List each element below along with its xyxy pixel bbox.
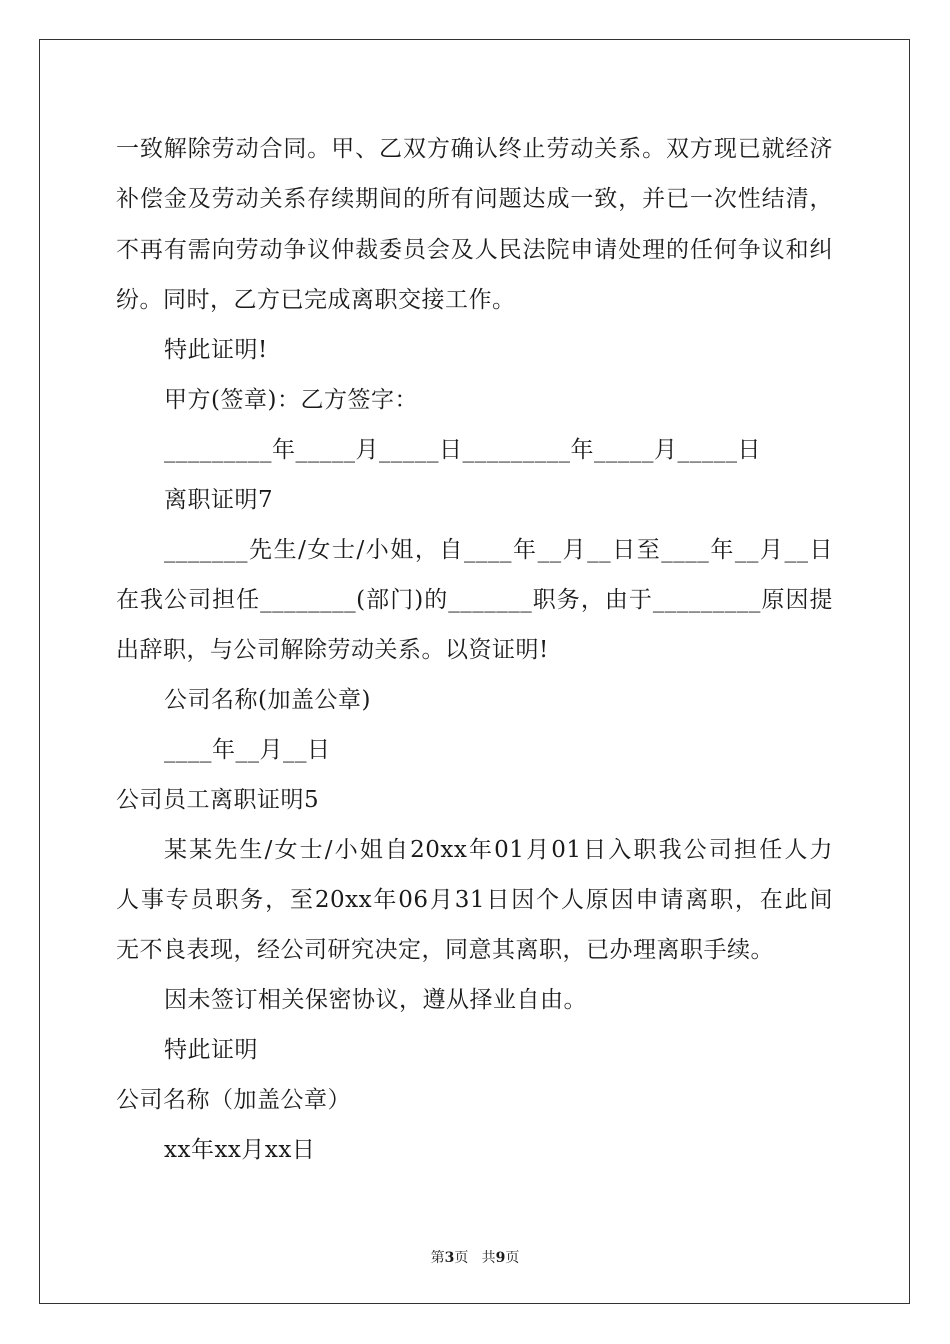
page-footer — [0, 1247, 950, 1267]
footer-total-pages: 9 — [495, 1250, 506, 1266]
body-line-3: 不再有需向劳动争议仲裁委员会及人民法院申请处理的任何争议和纠 — [116, 237, 833, 263]
company-name-line: 公司名称(加盖公章) — [164, 687, 371, 713]
certify-text: 特此证明! — [164, 337, 268, 363]
footer-prefix: 第 — [430, 1250, 445, 1266]
date-line: ____年__月__日 — [164, 737, 331, 763]
body-line-10: 在我公司担任________(部门)的_______职务，由于_________原因提 — [116, 587, 833, 613]
footer-page-number: 3 — [444, 1250, 455, 1266]
body-line-18: 因未签订相关保密协议，遵从择业自由。 — [164, 987, 587, 1013]
date-line-2: xx年xx月xx日 — [164, 1137, 316, 1163]
signature-line: 甲方(签章)：乙方签字： — [164, 387, 418, 413]
body-line-4: 纷。同时，乙方已完成离职交接工作。 — [116, 287, 516, 313]
certify-text-2: 特此证明 — [164, 1037, 258, 1063]
date-blanks-line: _________年_____月_____日_________年_____月_____日 — [164, 437, 761, 463]
body-line-9: _______先生/女士/小姐，自____年__月__日至____年__月__日 — [164, 537, 833, 563]
section-title-7: 离职证明7 — [164, 487, 274, 513]
section-title-5: 公司员工离职证明5 — [116, 787, 320, 813]
footer-total-suffix: 页 — [505, 1250, 520, 1266]
body-line-11: 出辞职，与公司解除劳动关系。以资证明! — [116, 637, 549, 663]
body-line-2: 补偿金及劳动关系存续期间的所有问题达成一致，并已一次性结清， — [116, 186, 833, 212]
footer-page-suffix: 页 — [454, 1250, 469, 1266]
body-line-17: 无不良表现，经公司研究决定，同意其离职，已办理离职手续。 — [116, 937, 774, 963]
body-line-16: 人事专员职务，至20xx年06月31日因个人原因申请离职，在此间 — [116, 887, 833, 913]
body-line-1: 一致解除劳动合同。甲、乙双方确认终止劳动关系。双方现已就经济 — [116, 136, 833, 162]
footer-total-prefix: 共 — [481, 1250, 496, 1266]
company-name-line-2: 公司名称（加盖公章） — [116, 1087, 351, 1113]
body-line-15: 某某先生/女士/小姐自20xx年01月01日入职我公司担任人力 — [164, 837, 833, 863]
